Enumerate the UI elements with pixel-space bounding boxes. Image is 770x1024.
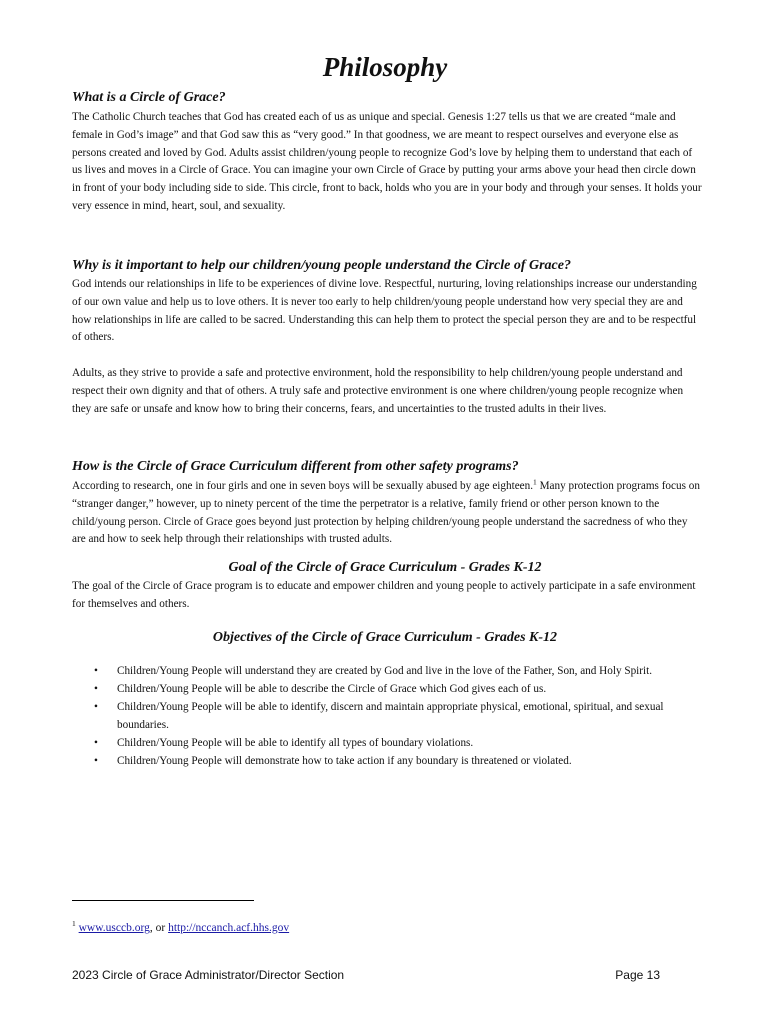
footnote-reference[interactable]: 1 [533,477,537,487]
bullet-icon: • [94,701,98,713]
list-item [72,662,702,680]
objectives-heading: Objectives of the Circle of Grace Curriculum - Grades K-12 [212,630,558,645]
section-body-how-different [72,478,702,549]
list-item-text: Children/Young People will demonstrate how to take action if any boundary is threatened or violated. [117,755,572,767]
section-heading-how-different: How is the Circle of Grace Curriculum different from other safety programs? [72,459,519,474]
list-item [72,698,702,734]
bullet-icon: • [94,737,98,749]
footnote-link-usccb[interactable]: www.usccb.org [78,922,150,934]
section-heading-what-is: What is a Circle of Grace? [72,90,226,105]
page-title: Philosophy [322,52,448,82]
goal-heading: Goal of the Circle of Grace Curriculum - Grades K-12 [228,560,542,575]
list-item-text: Children/Young People will be able to identify all types of boundary violations. [117,737,474,749]
footnote-divider [72,900,254,901]
list-item [72,752,702,770]
section-body-why-important-1: God intends our relationships in life to be experiences of divine love. Respectful, nurturing, loving relationships increase our understanding of our own value and help us to love others. It is never too early to help children/young people understand how very special they are and how relationships in life are called to be sacred. Understanding this can help them to protect the special person they are and to be respectful of others. [72,278,697,344]
page-footer [72,968,660,982]
body-text-part2: Many protection programs focus on “stranger danger,” however, up to ninety percent of the time the perpetrator is a relative, family friend or other person known to the child/young person. Circle of Grace goes beyond just protection by helping children/young people understand the sacredness of who they are and how to seek help through their relationships with trusted adults. [72,480,700,546]
bullet-icon: • [94,683,98,695]
body-text-part1: According to research, one in four girls and one in seven boys will be sexually abused by age eighteen. [72,480,534,492]
footnote-link-nccanch[interactable]: http://nccanch.acf.hhs.gov [168,922,290,934]
list-item [72,734,702,752]
objectives-list [72,662,702,770]
footnote-number: 1 [72,919,76,929]
section-heading-why-important: Why is it important to help our children/young people understand the Circle of Grace? [72,258,571,273]
footnote-separator: , or [149,922,169,934]
footer-document-title: 2023 Circle of Grace Administrator/Director Section [72,968,345,982]
bullet-icon: • [94,755,98,767]
page-number: Page 13 [615,968,660,982]
goal-body: The goal of the Circle of Grace program is to educate and empower children and young people to actively participate in a safe environment for themselves and others. [72,580,696,610]
list-item [72,680,702,698]
footnote [72,919,290,934]
bullet-icon: • [94,665,98,677]
list-item-text: Children/Young People will be able to identify, discern and maintain appropriate physical, emotional, spiritual, and sexual boundaries. [117,701,664,731]
list-item-text: Children/Young People will be able to describe the Circle of Grace which God gives each of us. [117,683,547,695]
list-item-text: Children/Young People will understand they are created by God and live in the love of the Father, Son, and Holy Spirit. [117,665,653,677]
section-body-why-important-2: Adults, as they strive to provide a safe and protective environment, hold the responsibility to help children/young people understand and respect their own dignity and that of others. A truly safe and protective environment is one where children/young people recognize when they are safe or unsafe and know how to bring their concerns, fears, and uncertainties to the trusted adults in their lives. [72,367,684,415]
section-body-what-is: The Catholic Church teaches that God has created each of us as unique and special. Genesis 1:27 tells us that we are created “male and female in God’s image” and that God saw this as “very good.” In that goodness, we are meant to respect ourselves and everyone else as persons created and loved by God. Adults assist children/young people to recognize God’s love by helping them to understand that each of us lives and moves in a Circle of Grace. You can imagine your own Circle of Grace by putting your arms above your head then circle down in front of your body including side to side. This circle, front to back, holds who you are in your body and through your senses. It holds your very essence in mind, heart, soul, and sexuality. [72,111,702,212]
